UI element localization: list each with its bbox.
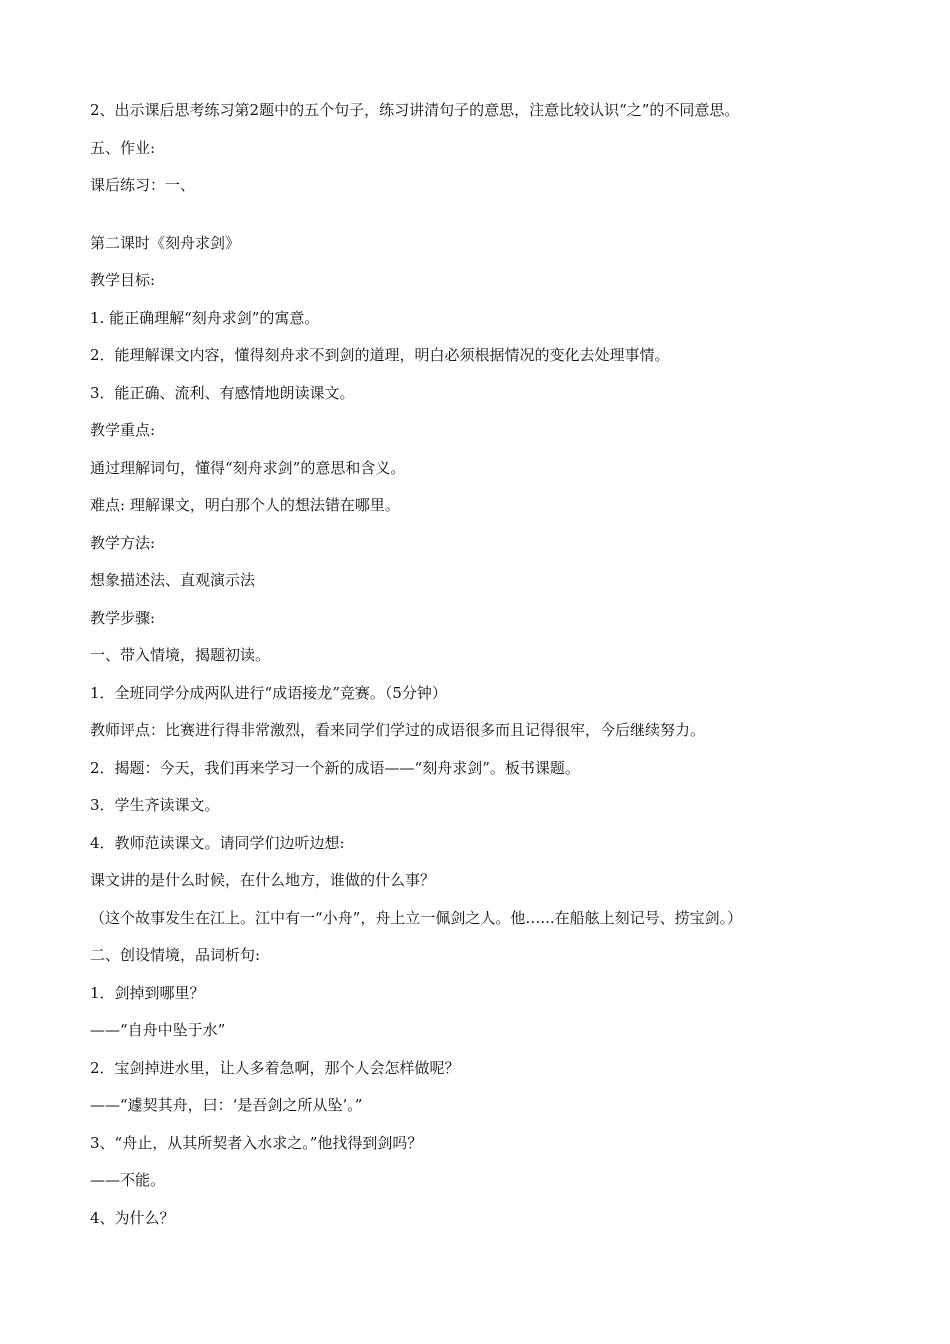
text-line: 2．宝剑掉进水里，让人多着急啊，那个人会怎样做呢？ [90, 1058, 460, 1077]
text-line: 1．剑掉到哪里？ [90, 983, 205, 1002]
text-line: 2．能理解课文内容，懂得刻舟求不到剑的道理，明白必须根据情况的变化去处理事情。 [90, 346, 670, 364]
text-line: ——不能。 [90, 1171, 166, 1189]
text-line: 3、“舟止，从其所契者入水求之。”他找得到剑吗？ [90, 1133, 423, 1152]
text-line: 难点: 理解课文，明白那个人的想法错在哪里。 [90, 496, 400, 514]
section-heading: 教学方法: [90, 533, 156, 552]
lesson-title: 第二课时《刻舟求剑》 [90, 233, 241, 252]
text-line: （这个故事发生在江上。江中有一“小舟”，舟上立一佩剑之人。他…...在船舷上刻记号、捞宝剑。） [90, 908, 743, 927]
section-heading: 教学目标: [90, 271, 156, 289]
text-line: 3．能正确、流利、有感情地朗读课文。 [90, 383, 355, 402]
section-heading: 教学步骤: [90, 608, 156, 627]
text-line: 课文讲的是什么时候，在什么地方，谁做的什么事？ [90, 871, 436, 889]
text-line: 课后练习：一、 [90, 176, 196, 194]
text-line: 4．教师范读课文。请同学们边听边想: [90, 833, 345, 852]
section-heading: 五、作业: [90, 138, 156, 157]
text-line: 3．学生齐读课文。 [90, 796, 220, 814]
text-line: 通过理解词句，懂得“刻舟求剑”的意思和含义。 [90, 458, 406, 477]
section-heading: 一、带入情境，揭题初读。 [90, 646, 271, 664]
text-line: 1. 能正确理解“刻舟求剑”的寓意。 [90, 308, 320, 327]
paragraph-gap [90, 212, 930, 232]
text-line: 2、出示课后思考练习第2题中的五个句子，练习讲清句子的意思，注意比较认识“之”的不同意思。 [90, 101, 740, 119]
text-line: 4、为什么？ [90, 1208, 175, 1227]
section-heading: 二、创设情境，品词析句: [90, 946, 261, 964]
text-line: 2．揭题：今天，我们再来学习一个新的成语——“刻舟求剑”。板书课题。 [90, 758, 580, 777]
text-line: 教师评点：比赛进行得非常激烈，看来同学们学过的成语很多而且记得很牢，今后继续努力。 [90, 721, 706, 739]
text-line: ——“自舟中坠于水” [90, 1021, 226, 1039]
text-line: 1．全班同学分成两队进行“成语接龙”竞赛。（5分钟） [90, 683, 447, 702]
section-heading: 教学重点: [90, 421, 156, 439]
text-line: ——“遽契其舟，曰：‘是吾剑之所从坠’。” [90, 1096, 363, 1114]
text-line: 想象描述法、直观演示法 [90, 571, 256, 589]
document-page [90, 99, 930, 1244]
